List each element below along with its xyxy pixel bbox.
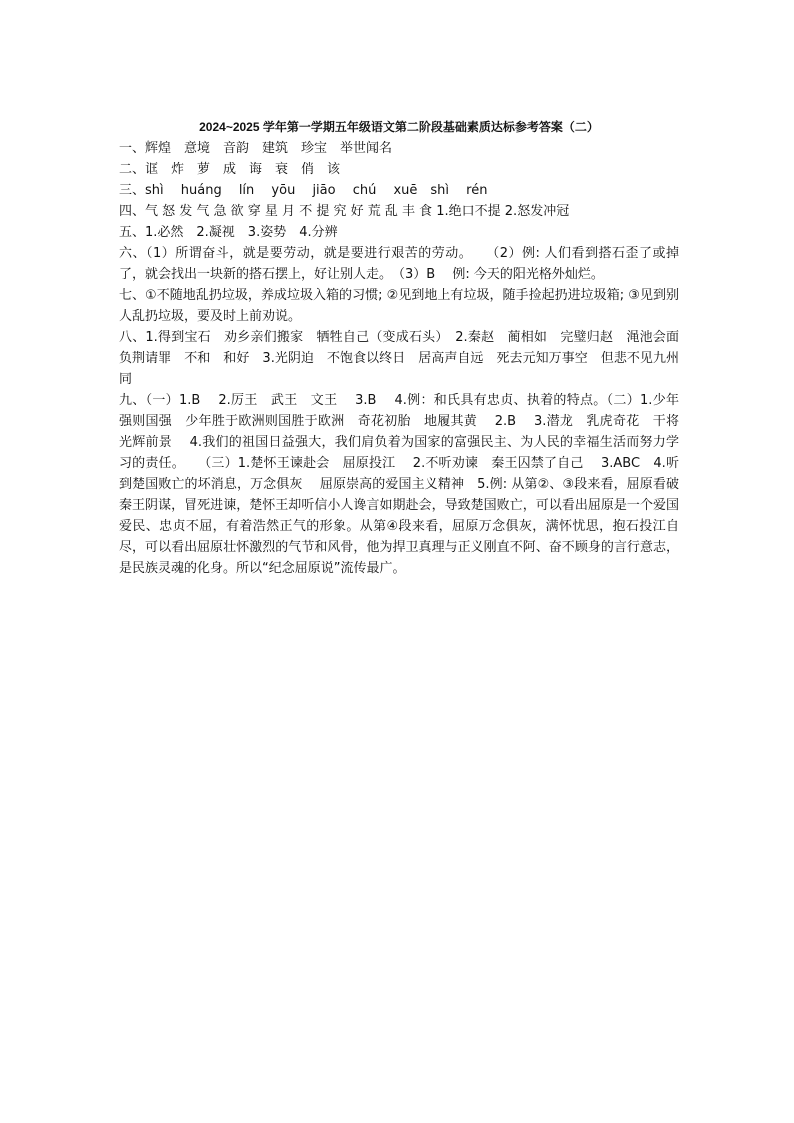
section-one: 一、辉煌 意境 音韵 建筑 珍宝 举世闻名	[119, 141, 393, 156]
section-five: 五、1.必然 2.凝视 3.姿势 4.分辨	[119, 225, 338, 240]
section-seven: 七、①不随地乱扔垃圾，养成垃圾入箱的习惯; ②见到地上有垃圾，随手捡起扔进垃圾箱; ③见到别人乱扔垃圾，要及时上前劝说。	[119, 288, 679, 324]
section-nine: 九、（一）1.B 2.厉王 武王 文王 3.B 4.例：和氏具有忠贞、执着的特点。（二）1.少年强则国强 少年胜于欧洲则国胜于欧洲 奇花初胎 地履其黄 2.B 3.潜龙 乳虎奇花 干将 光辉前景 4.我们的祖国日益强大，我们肩负着为国家的富强民主、为人民的幸福生活而努力学习的责任。 （三）1.楚怀王谏赴会 屈原投江 2.不听劝谏 秦王囚禁了自己 3.ABC 4.听到楚国败亡的坏消息，万念俱灰 屈原崇高的爱国主义精神 5.例: 从第②、③段来看，屈原看破秦王阴谋，冒死进谏，楚怀王却听信小人谗言如期赴会，导致楚国败亡，可以看出屈原是一个爱国爱民、忠贞不屈，有着浩然正气的形象。从第④段来看，屈原万念俱灰，满怀忧思，抱石投江自尽，可以看出屈原壮怀激烈的气节和风骨，他为捍卫真理与正义刚直不阿、奋不顾身的言行意志，是民族灵魂的化身。所以“纪念屈原说”流传最广。	[119, 393, 693, 576]
answer-key-document	[119, 118, 693, 579]
section-two: 二、诓 炸 萝 成 诲 衰 俏 该	[119, 162, 341, 177]
section-three: 三、shì huáng lín yōu jiāo chú xuē shì rén	[119, 183, 488, 198]
section-six: 六、（1）所谓奋斗，就是要劳动，就是要进行艰苦的劳动。 （2）例: 人们看到搭石歪了或掉了，就会找出一块新的搭石摆上，好让别人走。 （3）B 例: 今天的阳光格外灿烂。	[119, 246, 679, 282]
document-title: 2024~2025 学年第一学期五年级语文第二阶段基础素质达标参考答案（二）	[199, 120, 599, 134]
section-four: 四、气 怒 发 气 急 欲 穿 星 月 不 提 究 好 荒 乱 丰 食 1.绝口不提 2.怒发冲冠	[119, 204, 570, 219]
section-eight: 八、1.得到宝石 劝乡亲们搬家 牺牲自己（变成石头） 2.秦赵 蔺相如 完璧归赵 渑池会面 负荆请罪 不和 和好 3.光阴迫 不饱食以终日 居高声自远 死去元知万事空 但悲不见九州同	[119, 330, 693, 387]
